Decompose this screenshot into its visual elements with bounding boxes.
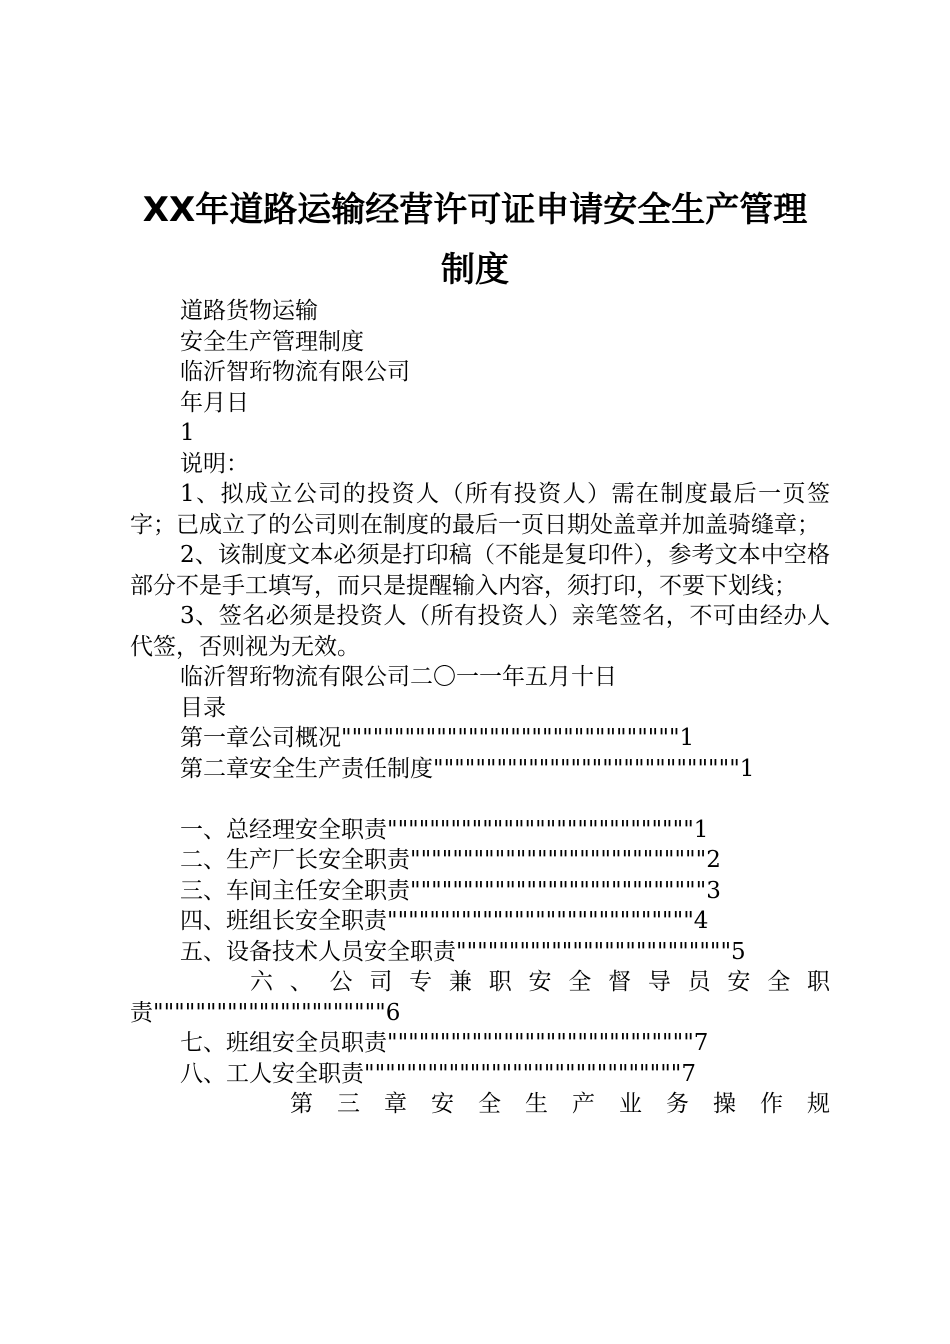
toc-entry-section-1: 一、总经理安全职责"""""""""""""""""""""""""""""1 [180, 816, 709, 843]
toc-entry-section-3: 三、车间主任安全职责""""""""""""""""""""""""""""3 [180, 877, 721, 904]
toc-entry-chapter-2: 第二章安全生产责任制度"""""""""""""""""""""""""""""1 [180, 755, 755, 782]
toc-entry-chapter-1: 第一章公司概况""""""""""""""""""""""""""""""""1 [180, 725, 695, 751]
toc-entry-section-6-continued: 责""""""""""""""""""""""6 [130, 999, 401, 1026]
toc-entry-section-8: 八、工人安全职责""""""""""""""""""""""""""""""7 [180, 1060, 697, 1087]
cover-line-1: 道路货物运输 [180, 298, 318, 324]
toc-entry-section-6: 六、公司专兼职安全督导员安全职 [250, 969, 830, 995]
cover-company: 临沂智珩物流有限公司 [180, 359, 410, 385]
document-title-line-1: XX年道路运输经营许可证申请安全生产管理 [142, 190, 808, 230]
document-title-line-2: 制度 [441, 250, 509, 290]
toc-entry-section-2: 二、生产厂长安全职责""""""""""""""""""""""""""""2 [180, 847, 721, 873]
cover-line-2: 安全生产管理制度 [180, 328, 364, 355]
notes-heading: 说明： [180, 450, 249, 477]
toc-entry-chapter-3: 第三章安全生产业务操作规 [290, 1091, 830, 1117]
toc-heading: 目录 [180, 694, 226, 721]
signature-line: 临沂智珩物流有限公司二〇一一年五月十日 [180, 664, 617, 690]
toc-entry-section-4: 四、班组长安全职责"""""""""""""""""""""""""""""4 [180, 908, 709, 934]
cover-date: 年月日 [180, 389, 249, 416]
toc-entry-section-7: 七、班组安全员职责"""""""""""""""""""""""""""""7 [180, 1030, 709, 1056]
note-item-2: 2、该制度文本必须是打印稿（不能是复印件），参考文本中空格部分不是手工填写，而只是提醒输入内容，须打印，不要下划线； [130, 542, 830, 599]
toc-blank-line [130, 784, 830, 815]
note-item-3: 3、签名必须是投资人（所有投资人）亲笔签名，不可由经办人代签，否则视为无效。 [130, 603, 830, 660]
cover-page-number: 1 [180, 420, 195, 446]
note-item-1: 1、拟成立公司的投资人（所有投资人）需在制度最后一页签字；已成立了的公司则在制度的最后一页日期处盖章并加盖骑缝章； [130, 481, 830, 538]
toc-entry-section-5: 五、设备技术人员安全职责""""""""""""""""""""""""""5 [180, 938, 746, 965]
document-body [130, 296, 830, 1120]
